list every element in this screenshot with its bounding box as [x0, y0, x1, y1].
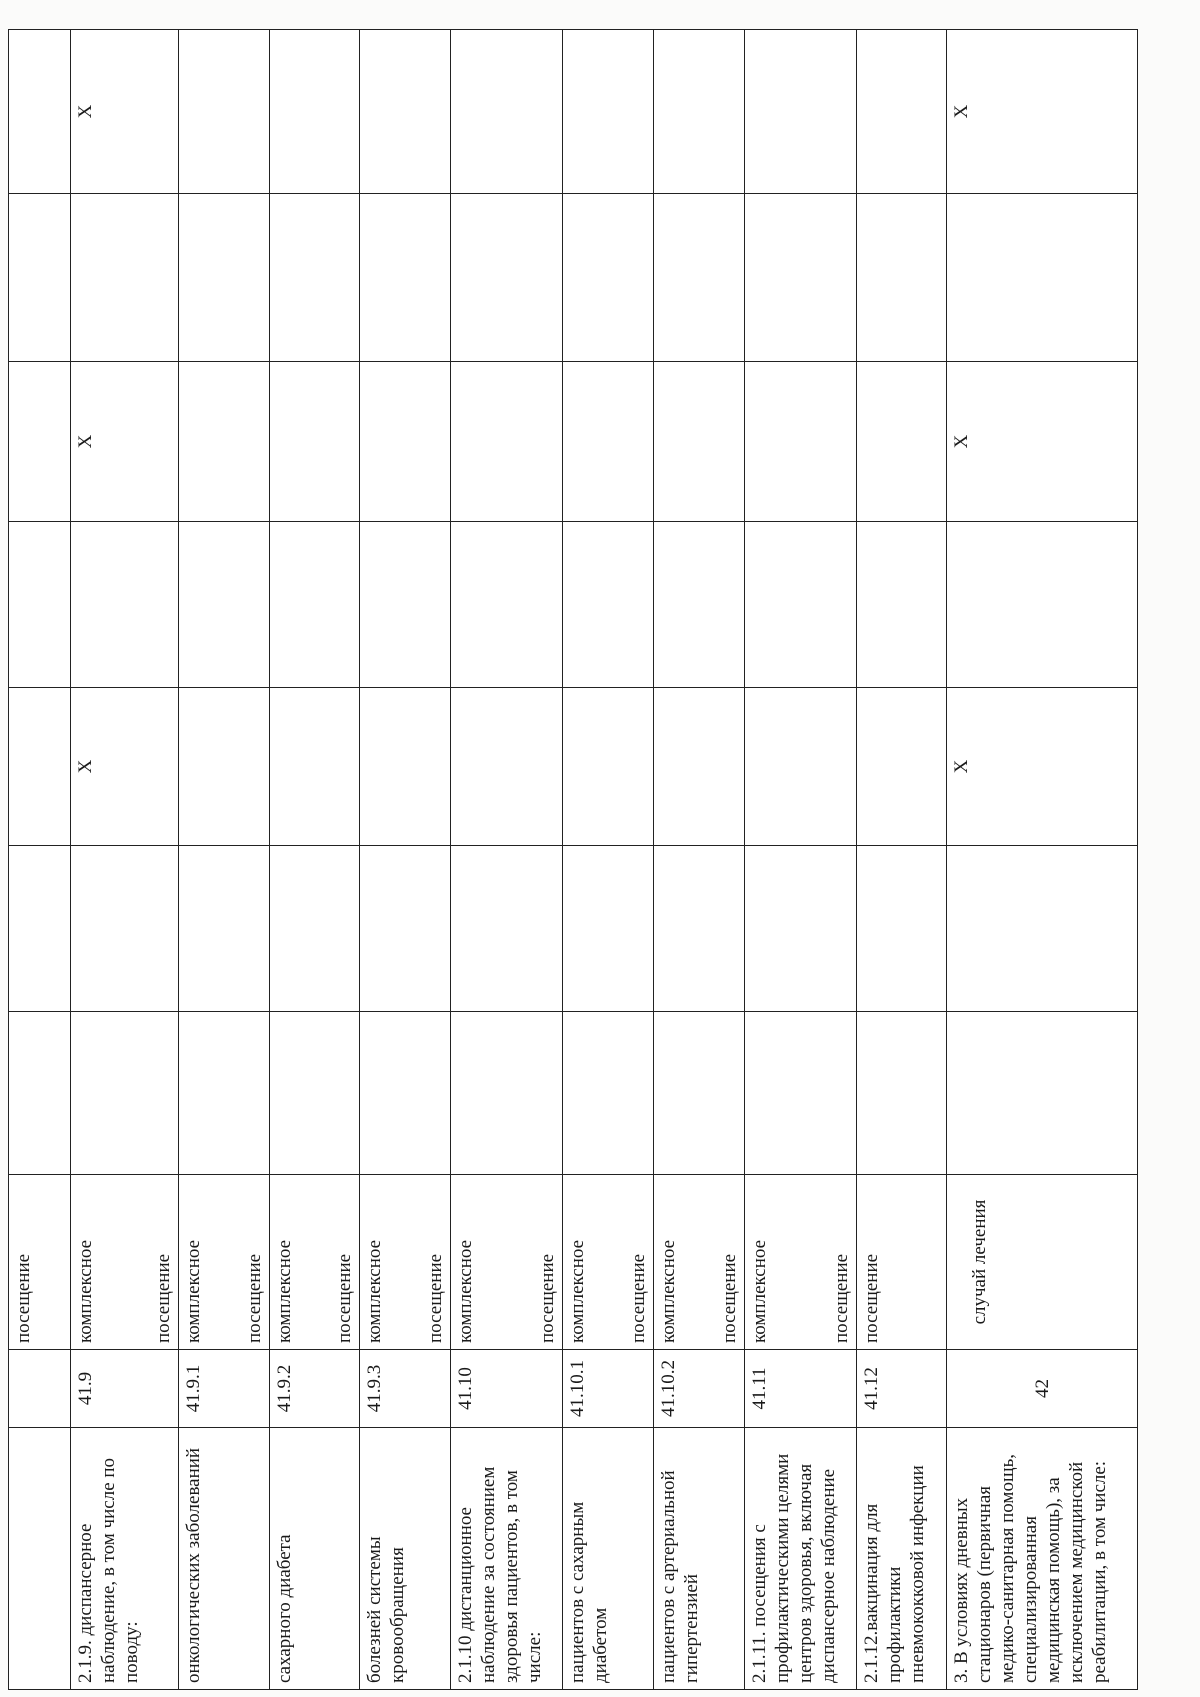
- row-mark-cell: [653, 30, 744, 194]
- row-unit-top: комплексное: [567, 1239, 589, 1343]
- row-unit-bottom: посещение: [153, 1253, 175, 1343]
- row-mark-cell: [71, 362, 179, 522]
- row-name-cell: [71, 1428, 179, 1690]
- row-unit-cell: [563, 1175, 654, 1350]
- row-name: онкологических заболеваний: [183, 1447, 205, 1683]
- row-unit-bottom: посещение: [718, 1253, 740, 1343]
- row-mark: X: [951, 759, 973, 774]
- row-mark-cell: [563, 688, 654, 846]
- services-table: [8, 29, 1138, 1690]
- row-mark-cell: [71, 194, 179, 362]
- row-mark-cell: [179, 30, 270, 194]
- row-mark-cell: [653, 522, 744, 688]
- row-code-cell: [71, 1350, 179, 1428]
- row-name-cell: [269, 1428, 360, 1690]
- row-unit-wrap: [454, 1181, 559, 1343]
- row-unit-bottom: посещение: [425, 1253, 447, 1343]
- row-mark-cell: [269, 30, 360, 194]
- row-unit-bottom: посещение: [830, 1253, 852, 1343]
- row-unit-top: комплексное: [75, 1239, 97, 1343]
- row-mark-cell: [269, 846, 360, 1012]
- row-mark-cell: [179, 846, 270, 1012]
- row-mark-cell: [179, 194, 270, 362]
- row-mark-cell: [947, 688, 1138, 846]
- row-mark-cell: [269, 362, 360, 522]
- row-mark-cell: [947, 522, 1138, 688]
- row-code-cell: [563, 1350, 654, 1428]
- row-code: 41.10.2: [657, 1360, 679, 1417]
- row-mark-cell: [179, 688, 270, 846]
- row-mark-cell: [563, 522, 654, 688]
- row-code: 41.9.1: [183, 1364, 205, 1413]
- row-code-cell: [360, 1350, 451, 1428]
- row-name: болезней системы кровообращения: [364, 1536, 409, 1683]
- row-mark-cell: [451, 522, 563, 688]
- row-mark-cell: [451, 194, 563, 362]
- row-code: 41.9.3: [364, 1364, 386, 1413]
- row-mark-cell: [269, 688, 360, 846]
- row-unit-cell: [71, 1175, 179, 1350]
- row-code: 41.12: [860, 1367, 882, 1410]
- row-name: 2.1.11. посещения с профилактическими целями центров здоровья, включая диспансерное наблюдение: [748, 1453, 839, 1683]
- row-mark-cell: [360, 522, 451, 688]
- row-unit-cell: [744, 1175, 856, 1350]
- row-name-cell: [451, 1428, 563, 1690]
- row-mark-cell: [653, 1012, 744, 1175]
- row-unit-cell: [856, 1175, 947, 1350]
- header-cell: [9, 846, 71, 1012]
- row-name: 2.1.12.вакцинация для профилактики пневмококковой инфекции: [860, 1465, 928, 1683]
- row-mark-cell: [563, 362, 654, 522]
- table-row: [744, 30, 856, 1690]
- row-mark-cell: [451, 688, 563, 846]
- row-mark-cell: [71, 1012, 179, 1175]
- header-cell: [9, 1012, 71, 1175]
- table-row: [71, 30, 179, 1690]
- header-cell: [9, 688, 71, 846]
- header-cell: [9, 522, 71, 688]
- row-mark: X: [951, 104, 973, 119]
- table-row: [451, 30, 563, 1690]
- row-unit-cell: [653, 1175, 744, 1350]
- row-mark-cell: [179, 362, 270, 522]
- row-mark-cell: [563, 846, 654, 1012]
- row-mark-cell: [744, 846, 856, 1012]
- header-unit-cell: [9, 1175, 71, 1350]
- row-mark-cell: [856, 30, 947, 194]
- row-unit-cell: [179, 1175, 270, 1350]
- row-mark: X: [75, 759, 97, 774]
- row-unit-cell: [360, 1175, 451, 1350]
- row-mark-cell: [653, 846, 744, 1012]
- row-mark-cell: [744, 522, 856, 688]
- row-code: 41.11: [748, 1367, 770, 1410]
- row-mark-cell: [856, 846, 947, 1012]
- row-mark-cell: [653, 362, 744, 522]
- header-cell: [9, 362, 71, 522]
- table-row: [179, 30, 270, 1690]
- row-unit-wrap: [273, 1181, 357, 1343]
- row-mark-cell: [360, 846, 451, 1012]
- row-name: 3. В условиях дневных стационаров (первичная медико-санитарная помощь, специализированная медицинская помощь), за исключением медицинской реабилитации, в том числе:: [951, 1453, 1111, 1683]
- row-mark-cell: [744, 30, 856, 194]
- row-mark-cell: [653, 688, 744, 846]
- row-mark-cell: [360, 30, 451, 194]
- table-row: [653, 30, 744, 1690]
- row-code-cell: [653, 1350, 744, 1428]
- row-mark-cell: [947, 362, 1138, 522]
- row-unit-wrap: [74, 1181, 175, 1343]
- row-name-cell: [744, 1428, 856, 1690]
- row-mark-cell: [744, 362, 856, 522]
- header-name-cell: [9, 1428, 71, 1690]
- row-mark: X: [951, 434, 973, 449]
- row-mark-cell: [744, 688, 856, 846]
- row-name-cell: [856, 1428, 947, 1690]
- row-name-cell: [360, 1428, 451, 1690]
- row-mark-cell: [653, 194, 744, 362]
- row-mark-cell: [71, 846, 179, 1012]
- row-unit-wrap: [860, 1181, 944, 1343]
- row-unit-bottom: посещение: [537, 1253, 559, 1343]
- row-unit-bottom: посещение: [627, 1253, 649, 1343]
- row-unit-top: случай лечения: [969, 1199, 991, 1325]
- row-unit-bottom: посещение: [334, 1253, 356, 1343]
- row-code-cell: [856, 1350, 947, 1428]
- row-name-cell: [563, 1428, 654, 1690]
- row-code: 41.10.1: [567, 1360, 589, 1417]
- row-mark-cell: [563, 30, 654, 194]
- row-unit-cell: [269, 1175, 360, 1350]
- row-mark-cell: [179, 1012, 270, 1175]
- row-unit-wrap: [182, 1181, 266, 1343]
- table-row: [563, 30, 654, 1690]
- row-name: пациентов с артериальной гипертензией: [657, 1470, 702, 1683]
- row-mark-cell: [856, 362, 947, 522]
- row-code-cell: [744, 1350, 856, 1428]
- row-code: 41.9: [75, 1371, 97, 1406]
- table-header-row: [9, 30, 71, 1690]
- row-unit-top: комплексное: [273, 1239, 295, 1343]
- row-mark-cell: [451, 846, 563, 1012]
- row-unit-wrap: [950, 1181, 991, 1343]
- row-unit-top: комплексное: [657, 1239, 679, 1343]
- row-name: 2.1.9. диспансерное наблюдение, в том числе по поводу:: [75, 1457, 143, 1683]
- row-name-cell: [947, 1428, 1138, 1690]
- row-mark-cell: [947, 194, 1138, 362]
- header-cell: [9, 194, 71, 362]
- row-unit-bottom: посещение: [243, 1253, 265, 1343]
- row-mark-cell: [947, 846, 1138, 1012]
- row-mark-cell: [947, 1012, 1138, 1175]
- row-name: пациентов с сахарным диабетом: [567, 1501, 612, 1683]
- row-mark-cell: [269, 522, 360, 688]
- row-unit-top: комплексное: [455, 1239, 477, 1343]
- row-mark-cell: [856, 1012, 947, 1175]
- header-code-cell: [9, 1350, 71, 1428]
- row-mark-cell: [451, 30, 563, 194]
- rotated-content: [8, 0, 1200, 1690]
- row-unit-wrap: [566, 1181, 650, 1343]
- row-mark-cell: [856, 688, 947, 846]
- row-name-cell: [653, 1428, 744, 1690]
- row-unit-wrap: [363, 1181, 447, 1343]
- row-mark-cell: [360, 362, 451, 522]
- row-unit-top: комплексное: [183, 1239, 205, 1343]
- row-mark-cell: [451, 362, 563, 522]
- row-unit-cell: [947, 1175, 1138, 1350]
- row-unit-top: комплексное: [748, 1239, 770, 1343]
- row-mark-cell: [360, 688, 451, 846]
- row-code-cell: [947, 1350, 1138, 1428]
- header-unit-text: посещение: [13, 1253, 34, 1343]
- row-mark: X: [75, 104, 97, 119]
- row-unit-wrap: [657, 1181, 741, 1343]
- row-code-cell: [451, 1350, 563, 1428]
- row-mark-cell: [744, 1012, 856, 1175]
- row-mark-cell: [179, 522, 270, 688]
- row-mark-cell: [563, 1012, 654, 1175]
- row-code: 41.9.2: [273, 1364, 295, 1413]
- row-mark-cell: [856, 194, 947, 362]
- row-mark-cell: [269, 194, 360, 362]
- row-unit-cell: [451, 1175, 563, 1350]
- row-name: 2.1.10 дистанционное наблюдение за состоянием здоровья пациентов, в том числе:: [455, 1466, 546, 1683]
- row-mark-cell: [71, 522, 179, 688]
- row-unit-top: посещение: [860, 1253, 882, 1343]
- row-mark: X: [75, 434, 97, 449]
- row-mark-cell: [71, 688, 179, 846]
- row-mark-cell: [744, 194, 856, 362]
- row-name-cell: [179, 1428, 270, 1690]
- row-code-cell: [179, 1350, 270, 1428]
- row-mark-cell: [451, 1012, 563, 1175]
- header-cell: [9, 30, 71, 194]
- row-mark-cell: [360, 194, 451, 362]
- row-code: 41.10: [455, 1367, 477, 1410]
- row-unit-top: комплексное: [364, 1239, 386, 1343]
- row-mark-cell: [71, 30, 179, 194]
- row-mark-cell: [269, 1012, 360, 1175]
- row-mark-cell: [947, 30, 1138, 194]
- row-name: сахарного диабета: [273, 1534, 295, 1683]
- row-mark-cell: [856, 522, 947, 688]
- table-row: [856, 30, 947, 1690]
- table-row: [269, 30, 360, 1690]
- row-mark-cell: [360, 1012, 451, 1175]
- row-unit-wrap: [748, 1181, 853, 1343]
- row-code: 42: [1031, 1379, 1053, 1398]
- row-mark-cell: [563, 194, 654, 362]
- row-code-cell: [269, 1350, 360, 1428]
- table-row: [360, 30, 451, 1690]
- table-row: [947, 30, 1138, 1690]
